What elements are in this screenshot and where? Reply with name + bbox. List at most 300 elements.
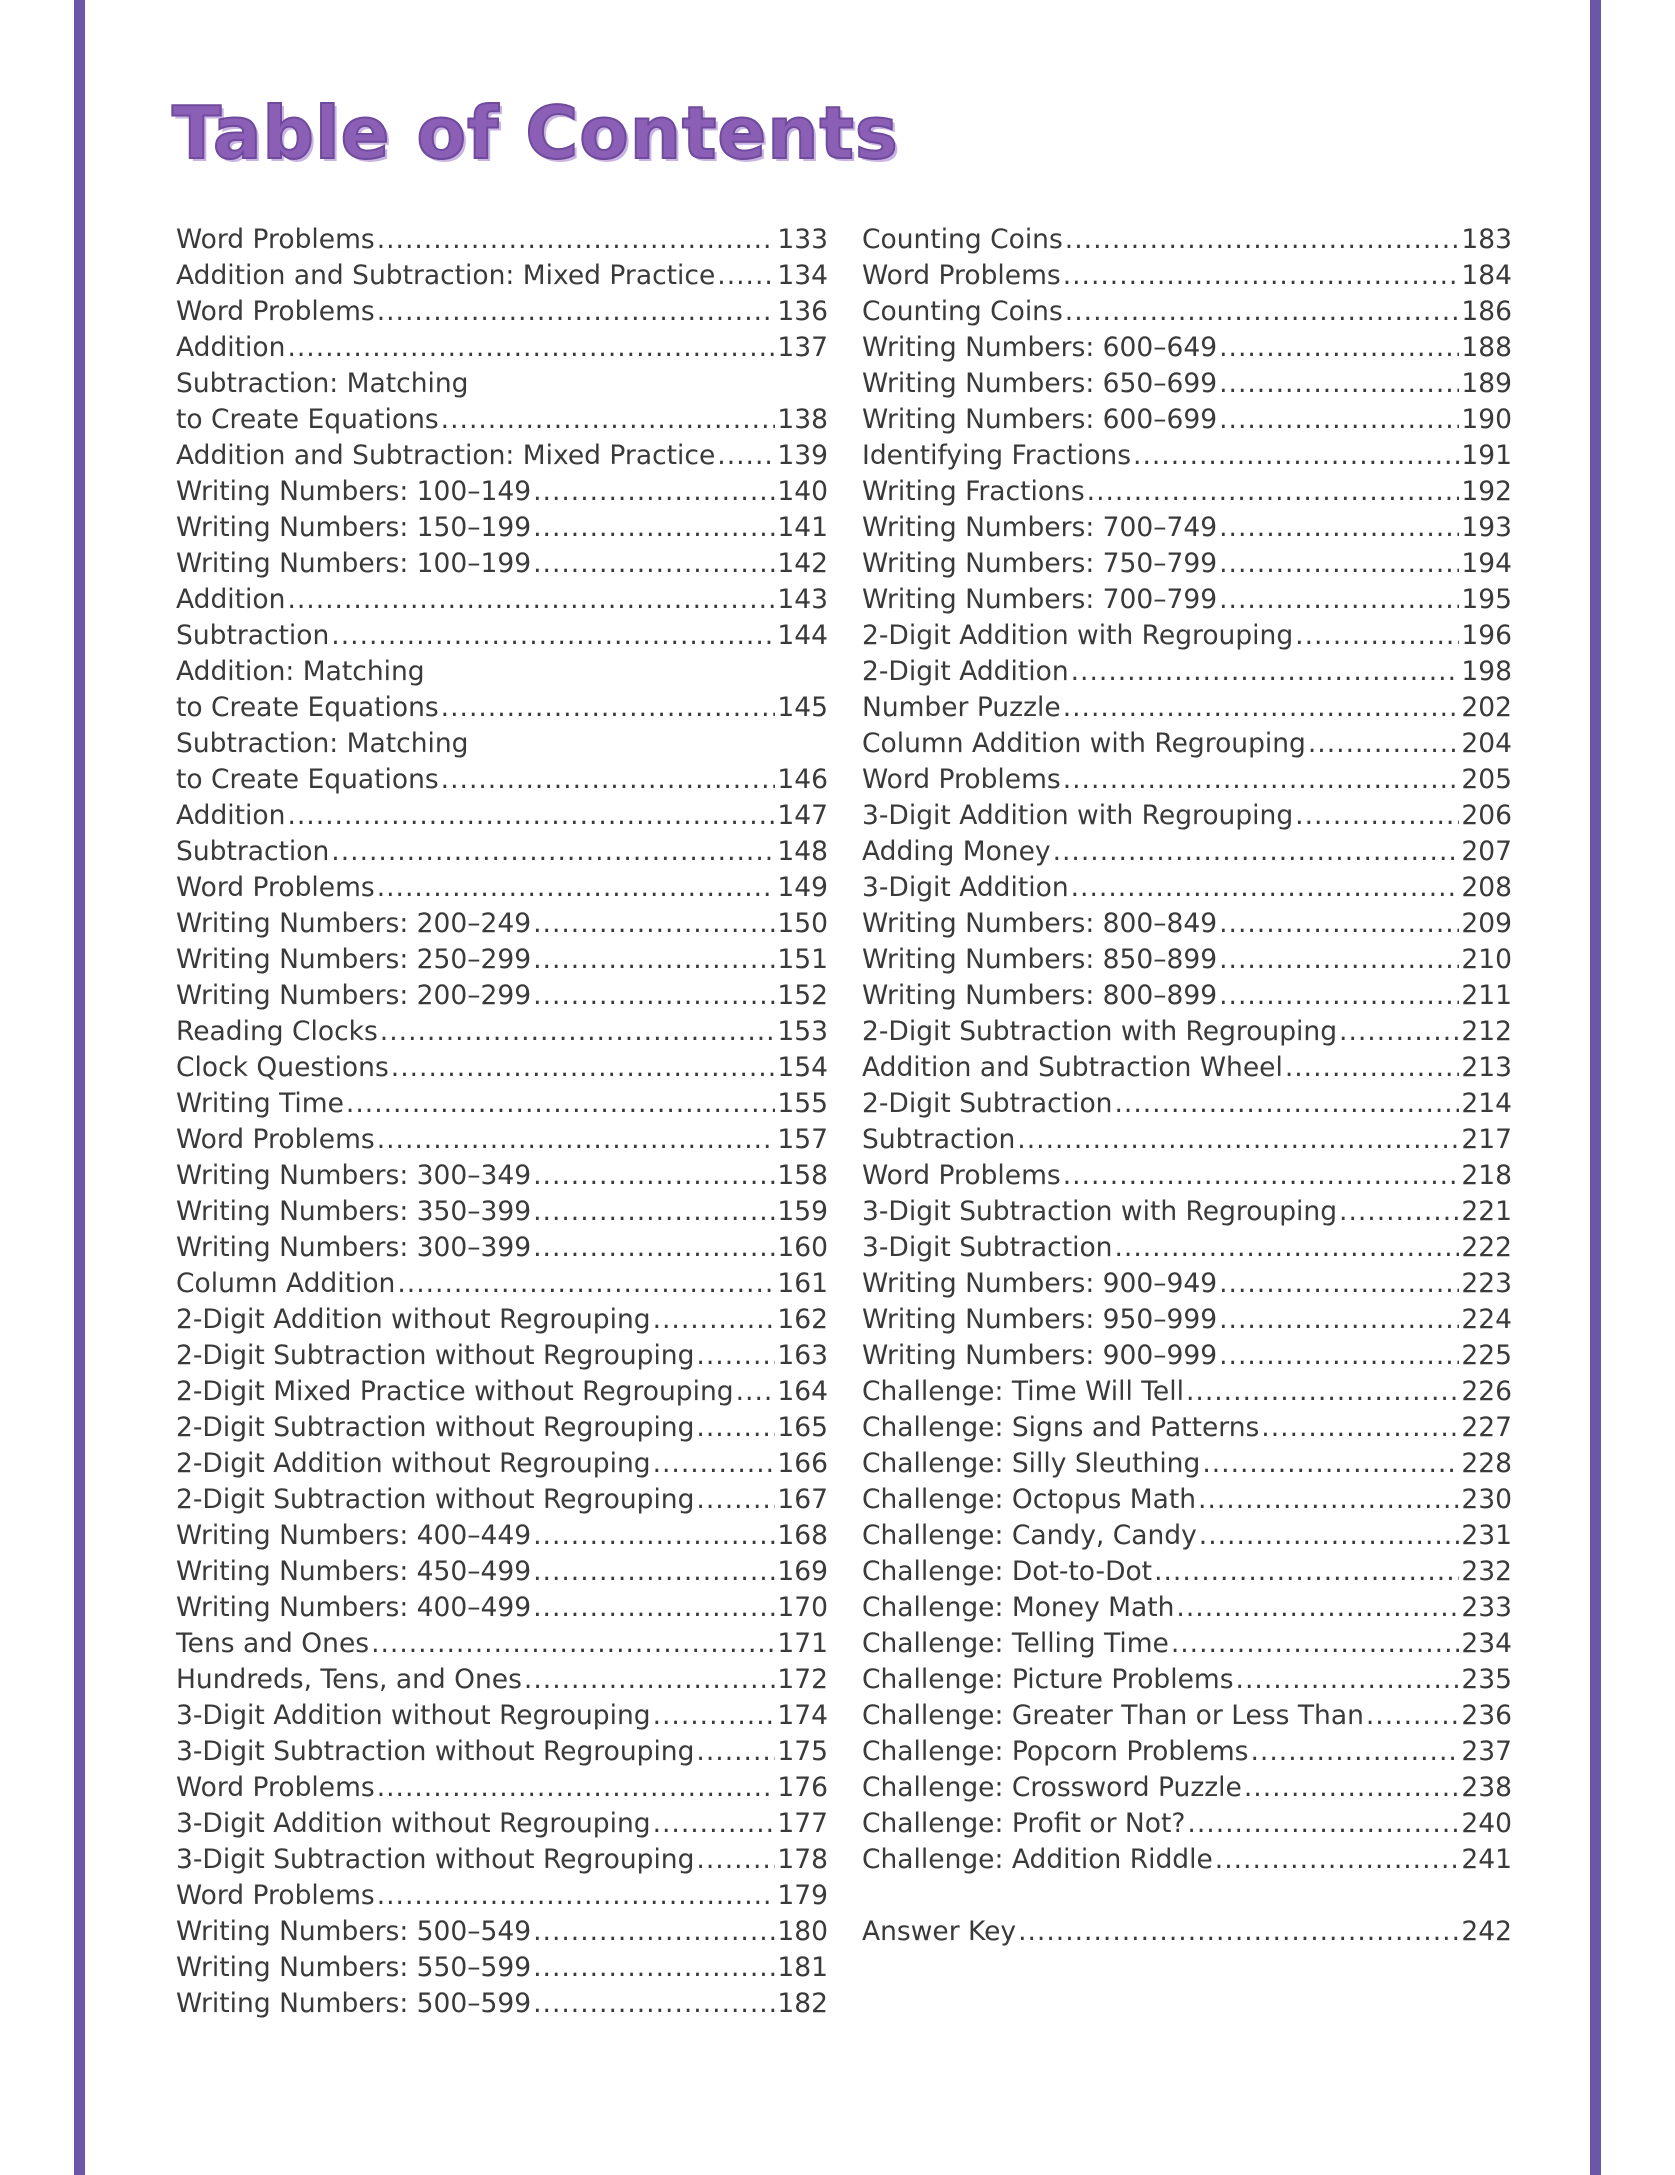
toc-entry[interactable] [862, 690, 1512, 726]
dot-leader [371, 1626, 775, 1662]
toc-entry[interactable] [862, 330, 1512, 366]
toc-entry[interactable] [176, 1662, 828, 1698]
toc-entry[interactable] [176, 870, 828, 906]
toc-entry[interactable] [862, 1158, 1512, 1194]
dot-leader [1219, 582, 1459, 618]
toc-entry-line [862, 258, 1512, 294]
dot-leader [391, 1050, 776, 1086]
toc-entry[interactable] [862, 834, 1512, 870]
toc-entry-line [176, 1374, 828, 1410]
toc-entry-line [176, 438, 828, 474]
toc-entry[interactable] [862, 1194, 1512, 1230]
dot-leader [1063, 1158, 1460, 1194]
toc-entry[interactable] [176, 438, 828, 474]
toc-entry[interactable] [176, 1878, 828, 1914]
toc-entry[interactable] [862, 1842, 1512, 1878]
toc-entry-line [176, 1806, 828, 1842]
toc-page-number: 170 [777, 1592, 828, 1623]
dot-leader [377, 870, 776, 906]
toc-page-number: 139 [777, 440, 828, 471]
toc-entry-line [862, 1050, 1512, 1086]
toc-entry-title: Writing Numbers: 100–149 [176, 476, 532, 507]
toc-entry[interactable] [176, 222, 828, 258]
toc-page-number: 178 [777, 1844, 828, 1875]
toc-page-number: 137 [777, 332, 828, 363]
toc-entry[interactable] [862, 1482, 1512, 1518]
toc-entry-line [176, 330, 828, 366]
toc-page-number: 217 [1461, 1124, 1512, 1155]
toc-page-number: 190 [1461, 404, 1512, 435]
toc-entry[interactable] [176, 1770, 828, 1806]
toc-page-number: 209 [1461, 908, 1512, 939]
toc-entry[interactable] [176, 1374, 828, 1410]
toc-entry-title: Writing Numbers: 500–599 [176, 1988, 532, 2019]
toc-page-number: 134 [777, 260, 828, 291]
toc-entry-line [862, 942, 1512, 978]
toc-entry[interactable] [862, 978, 1512, 1014]
toc-entry-title: Writing Numbers: 700–749 [862, 512, 1218, 543]
dot-leader [1176, 1590, 1459, 1626]
toc-entry-title: Writing Numbers: 100–199 [176, 548, 532, 579]
dot-leader [533, 546, 775, 582]
dot-leader [533, 978, 775, 1014]
toc-page-number: 183 [1461, 224, 1512, 255]
toc-entry-line [862, 1770, 1512, 1806]
toc-entry-line [862, 1230, 1512, 1266]
toc-entry-title: Addition [176, 800, 286, 831]
toc-page-number: 242 [1461, 1916, 1512, 1947]
toc-entry[interactable] [176, 654, 828, 726]
toc-entry[interactable] [176, 1014, 828, 1050]
dot-leader [346, 1086, 775, 1122]
toc-page-number: 153 [777, 1016, 828, 1047]
toc-page-number: 194 [1461, 548, 1512, 579]
toc-entry-line [862, 438, 1512, 474]
toc-entry-line [862, 222, 1512, 258]
toc-entry-title: Subtraction [176, 620, 330, 651]
dot-leader [380, 1014, 776, 1050]
toc-entry[interactable] [176, 1554, 828, 1590]
toc-entry-line [176, 1302, 828, 1338]
toc-entry[interactable] [862, 654, 1512, 690]
toc-entry-line [862, 474, 1512, 510]
dot-leader [524, 1662, 775, 1698]
toc-entry[interactable] [862, 618, 1512, 654]
toc-entry-line [862, 1266, 1512, 1302]
toc-entry-line [176, 690, 828, 726]
toc-entry-title: Counting Coins [862, 224, 1063, 255]
toc-entry[interactable] [176, 906, 828, 942]
toc-entry[interactable] [176, 1806, 828, 1842]
toc-entry-title: Writing Numbers: 900–999 [862, 1340, 1218, 1371]
toc-entry-title: Word Problems [176, 1880, 375, 1911]
toc-entry-line [862, 618, 1512, 654]
toc-entry-title: Word Problems [176, 296, 375, 327]
toc-page-number: 138 [777, 404, 828, 435]
toc-entry[interactable] [862, 1302, 1512, 1338]
toc-entry-line [862, 1914, 1512, 1950]
toc-entry[interactable] [176, 1302, 828, 1338]
toc-entry-title: Challenge: Candy, Candy [862, 1520, 1197, 1551]
toc-entry-line [862, 1302, 1512, 1338]
toc-entry-line [176, 1878, 828, 1914]
toc-page-number: 184 [1461, 260, 1512, 291]
toc-page-number: 213 [1461, 1052, 1512, 1083]
toc-entry-title: Challenge: Popcorn Problems [862, 1736, 1249, 1767]
toc-entry[interactable] [862, 1770, 1512, 1806]
toc-page-number: 175 [777, 1736, 828, 1767]
toc-entry[interactable] [862, 1662, 1512, 1698]
toc-entry-line [862, 690, 1512, 726]
toc-entry-title: Subtraction: Matching [176, 728, 469, 759]
toc-entry[interactable] [176, 1122, 828, 1158]
toc-entry[interactable] [176, 1050, 828, 1086]
toc-entry[interactable] [862, 474, 1512, 510]
toc-page-number: 241 [1461, 1844, 1512, 1875]
toc-page-number: 171 [777, 1628, 828, 1659]
toc-entry-title: 3-Digit Addition with Regrouping [862, 800, 1294, 831]
toc-entry[interactable] [862, 222, 1512, 258]
toc-entry[interactable] [862, 294, 1512, 330]
toc-entry-title: 3-Digit Addition without Regrouping [176, 1808, 651, 1839]
toc-page-number: 157 [777, 1124, 828, 1155]
dot-leader [1285, 1050, 1460, 1086]
toc-entry[interactable] [862, 1554, 1512, 1590]
toc-entry[interactable] [862, 366, 1512, 402]
dot-leader [377, 1770, 776, 1806]
toc-page-number: 176 [777, 1772, 828, 1803]
toc-entry-title: Challenge: Octopus Math [862, 1484, 1197, 1515]
toc-entry-title: Number Puzzle [862, 692, 1061, 723]
dot-leader [1219, 1302, 1459, 1338]
toc-page-number: 177 [777, 1808, 828, 1839]
toc-entry[interactable] [176, 1410, 828, 1446]
toc-entry-line [176, 1230, 828, 1266]
dot-leader [1236, 1662, 1460, 1698]
toc-entry-title: 3-Digit Subtraction without Regrouping [176, 1736, 695, 1767]
toc-right-column [862, 222, 1512, 1950]
toc-entry[interactable] [176, 1518, 828, 1554]
toc-entry[interactable] [862, 1122, 1512, 1158]
dot-leader [653, 1302, 776, 1338]
toc-entry-line [862, 1482, 1512, 1518]
toc-entry[interactable] [862, 1734, 1512, 1770]
toc-entry-line [176, 294, 828, 330]
toc-entry-title: Challenge: Profit or Not? [862, 1808, 1186, 1839]
dot-leader [1199, 1518, 1460, 1554]
toc-entry[interactable] [176, 1590, 828, 1626]
toc-page-number: 147 [777, 800, 828, 831]
dot-leader [441, 402, 776, 438]
toc-entry-line [176, 942, 828, 978]
toc-page-number: 234 [1461, 1628, 1512, 1659]
toc-entry[interactable] [176, 1914, 828, 1950]
toc-entry[interactable] [862, 1014, 1512, 1050]
dot-leader [1186, 1374, 1459, 1410]
toc-entry[interactable] [862, 438, 1512, 474]
toc-entry[interactable] [176, 1266, 828, 1302]
toc-entry-title: Challenge: Addition Riddle [862, 1844, 1213, 1875]
toc-entry-line [176, 1338, 828, 1374]
toc-entry[interactable] [176, 582, 828, 618]
toc-entry[interactable] [862, 582, 1512, 618]
toc-entry[interactable] [862, 1446, 1512, 1482]
dot-leader [1339, 1194, 1459, 1230]
toc-page-number: 144 [777, 620, 828, 651]
toc-entry-title: Column Addition with Regrouping [862, 728, 1306, 759]
toc-page-number: 149 [777, 872, 828, 903]
toc-entry-title: Word Problems [862, 1160, 1061, 1191]
toc-entry-line [176, 1950, 828, 1986]
dot-leader [1114, 1230, 1459, 1266]
dot-leader [331, 618, 775, 654]
toc-entry-line [176, 1122, 828, 1158]
dot-leader [1219, 978, 1459, 1014]
toc-page-number: 214 [1461, 1088, 1512, 1119]
toc-entry-line [862, 654, 1512, 690]
toc-entry-title: Challenge: Dot-to-Dot [862, 1556, 1153, 1587]
toc-entry-line [862, 1014, 1512, 1050]
toc-page-number: 162 [777, 1304, 828, 1335]
toc-entry[interactable] [176, 978, 828, 1014]
toc-entry-title: Word Problems [862, 764, 1061, 795]
toc-entry-line [862, 798, 1512, 834]
dot-leader [1154, 1554, 1459, 1590]
toc-entry-title: Tens and Ones [176, 1628, 370, 1659]
dot-leader [736, 1374, 776, 1410]
toc-entry[interactable] [176, 1986, 828, 2022]
toc-page-number: 230 [1461, 1484, 1512, 1515]
toc-entry[interactable] [176, 1158, 828, 1194]
toc-entry[interactable] [176, 294, 828, 330]
toc-entry-line [176, 1410, 828, 1446]
toc-entry-title: Subtraction [176, 836, 330, 867]
toc-entry-title: Subtraction: Matching [176, 368, 469, 399]
toc-entry[interactable] [862, 1698, 1512, 1734]
toc-entry-title: Writing Numbers: 900–949 [862, 1268, 1218, 1299]
dot-leader [377, 294, 776, 330]
toc-entry[interactable] [176, 474, 828, 510]
toc-entry-title: Writing Numbers: 800–849 [862, 908, 1218, 939]
toc-entry[interactable] [862, 1410, 1512, 1446]
toc-entry-line [176, 1086, 828, 1122]
dot-leader [533, 1194, 775, 1230]
toc-entry[interactable] [176, 942, 828, 978]
toc-entry[interactable] [176, 1086, 828, 1122]
dot-leader [533, 510, 775, 546]
toc-entry[interactable] [862, 1374, 1512, 1410]
toc-page-number: 189 [1461, 368, 1512, 399]
toc-entry-line [176, 1986, 828, 2022]
toc-entry[interactable] [176, 834, 828, 870]
toc-entry-title: 3-Digit Subtraction without Regrouping [176, 1844, 695, 1875]
toc-entry-line [862, 762, 1512, 798]
toc-entry-line [176, 1698, 828, 1734]
toc-entry-line [176, 1194, 828, 1230]
toc-entry[interactable] [176, 1230, 828, 1266]
toc-entry-line [176, 1266, 828, 1302]
toc-page-number: 210 [1461, 944, 1512, 975]
toc-entry[interactable] [862, 546, 1512, 582]
toc-entry-title: Identifying Fractions [862, 440, 1132, 471]
toc-entry-line [862, 906, 1512, 942]
toc-entry-title: Writing Numbers: 750–799 [862, 548, 1218, 579]
toc-entry-line [176, 1770, 828, 1806]
toc-entry-line [176, 222, 828, 258]
toc-entry-title: Word Problems [176, 224, 375, 255]
toc-page-number: 196 [1461, 620, 1512, 651]
toc-entry-title: Writing Numbers: 500–549 [176, 1916, 532, 1947]
toc-entry[interactable] [176, 726, 828, 798]
toc-entry[interactable] [862, 1050, 1512, 1086]
toc-entry[interactable] [176, 366, 828, 438]
dot-leader [653, 1806, 776, 1842]
toc-entry-title: Writing Numbers: 950–999 [862, 1304, 1218, 1335]
toc-entry-title: 3-Digit Subtraction with Regrouping [862, 1196, 1338, 1227]
toc-entry-line [862, 834, 1512, 870]
toc-entry[interactable] [862, 1338, 1512, 1374]
toc-page-number: 159 [777, 1196, 828, 1227]
toc-entry-title: Writing Numbers: 800–899 [862, 980, 1218, 1011]
toc-entry[interactable] [862, 762, 1512, 798]
dot-leader [696, 1734, 775, 1770]
toc-entry-line [176, 510, 828, 546]
toc-entry-line [176, 546, 828, 582]
toc-entry[interactable] [176, 1842, 828, 1878]
dot-leader [533, 474, 775, 510]
toc-entry-line [862, 1662, 1512, 1698]
toc-entry[interactable] [176, 1194, 828, 1230]
dot-leader [1219, 330, 1459, 366]
dot-leader [1219, 1338, 1459, 1374]
toc-entry[interactable] [862, 1590, 1512, 1626]
dot-leader [1219, 906, 1459, 942]
toc-entry-line [862, 978, 1512, 1014]
dot-leader [1219, 402, 1459, 438]
toc-entry[interactable] [176, 1626, 828, 1662]
toc-entry[interactable] [176, 618, 828, 654]
toc-page-number: 212 [1461, 1016, 1512, 1047]
toc-entry[interactable] [862, 942, 1512, 978]
toc-entry-title: Challenge: Crossword Puzzle [862, 1772, 1242, 1803]
toc-entry-title: Challenge: Signs and Patterns [862, 1412, 1260, 1443]
toc-entry[interactable] [862, 798, 1512, 834]
dot-leader [1198, 1482, 1459, 1518]
toc-page-number: 181 [777, 1952, 828, 1983]
dot-leader [533, 906, 775, 942]
toc-entry[interactable] [862, 1914, 1512, 1950]
toc-entry[interactable] [862, 1230, 1512, 1266]
toc-entry-title: Addition: Matching [176, 656, 425, 687]
toc-page-number: 192 [1461, 476, 1512, 507]
dot-leader [1308, 726, 1460, 762]
toc-entry[interactable] [862, 258, 1512, 294]
toc-entry[interactable] [176, 798, 828, 834]
toc-entry[interactable] [176, 546, 828, 582]
toc-entry[interactable] [176, 330, 828, 366]
toc-entry[interactable] [176, 1338, 828, 1374]
toc-entry-line [176, 1014, 828, 1050]
toc-entry[interactable] [862, 906, 1512, 942]
toc-entry-line [176, 258, 828, 294]
toc-page-number: 240 [1461, 1808, 1512, 1839]
toc-entry[interactable] [176, 1446, 828, 1482]
toc-entry[interactable] [862, 1086, 1512, 1122]
toc-page-number: 148 [777, 836, 828, 867]
toc-entry-line [176, 402, 828, 438]
toc-entry-title: Challenge: Silly Sleuthing [862, 1448, 1201, 1479]
toc-entry-title: Clock Questions [176, 1052, 389, 1083]
toc-page-number: 180 [777, 1916, 828, 1947]
toc-entry-line [176, 1050, 828, 1086]
dot-leader [377, 1122, 776, 1158]
toc-entry-line [862, 1734, 1512, 1770]
dot-leader [1065, 222, 1460, 258]
toc-page-number: 204 [1461, 728, 1512, 759]
toc-entry[interactable] [862, 510, 1512, 546]
toc-page-number: 151 [777, 944, 828, 975]
toc-entry-line [176, 618, 828, 654]
toc-entry[interactable] [862, 1626, 1512, 1662]
toc-entry[interactable] [862, 1266, 1512, 1302]
toc-page-number: 136 [777, 296, 828, 327]
toc-page-number: 164 [777, 1376, 828, 1407]
toc-entry[interactable] [862, 1518, 1512, 1554]
toc-entry[interactable] [176, 1734, 828, 1770]
toc-entry[interactable] [862, 1806, 1512, 1842]
toc-page-number: 140 [777, 476, 828, 507]
toc-entry-line [862, 1158, 1512, 1194]
toc-page-number: 146 [777, 764, 828, 795]
toc-entry[interactable] [176, 1698, 828, 1734]
toc-entry-line [176, 906, 828, 942]
toc-entry-title: Challenge: Telling Time [862, 1628, 1169, 1659]
toc-entry[interactable] [176, 1950, 828, 1986]
dot-leader [696, 1482, 775, 1518]
dot-leader [1063, 258, 1460, 294]
dot-leader [533, 1590, 775, 1626]
toc-page-number: 237 [1461, 1736, 1512, 1767]
toc-entry-title: Subtraction [862, 1124, 1016, 1155]
dot-leader [1261, 1410, 1459, 1446]
toc-entry-title: 2-Digit Subtraction without Regrouping [176, 1412, 695, 1443]
toc-entry-title: 2-Digit Subtraction with Regrouping [862, 1016, 1338, 1047]
toc-page-number: 233 [1461, 1592, 1512, 1623]
toc-entry[interactable] [862, 726, 1512, 762]
toc-page-number: 163 [777, 1340, 828, 1371]
dot-leader [377, 1878, 776, 1914]
dot-leader [1295, 618, 1459, 654]
dot-leader [1065, 294, 1460, 330]
dot-leader [397, 1266, 775, 1302]
toc-entry-title: Writing Numbers: 250–299 [176, 944, 532, 975]
toc-entry[interactable] [862, 402, 1512, 438]
dot-leader [1219, 546, 1459, 582]
toc-page-number: 186 [1461, 296, 1512, 327]
toc-entry[interactable] [176, 1482, 828, 1518]
toc-entry-line [862, 510, 1512, 546]
toc-entry[interactable] [176, 258, 828, 294]
toc-page-number: 191 [1461, 440, 1512, 471]
toc-entry[interactable] [862, 870, 1512, 906]
dot-leader [717, 438, 775, 474]
toc-page-number: 168 [777, 1520, 828, 1551]
toc-entry-title: Writing Numbers: 850–899 [862, 944, 1218, 975]
toc-entry[interactable] [176, 510, 828, 546]
dot-leader [1219, 510, 1459, 546]
toc-entry-line [862, 1842, 1512, 1878]
toc-entry-line [862, 582, 1512, 618]
